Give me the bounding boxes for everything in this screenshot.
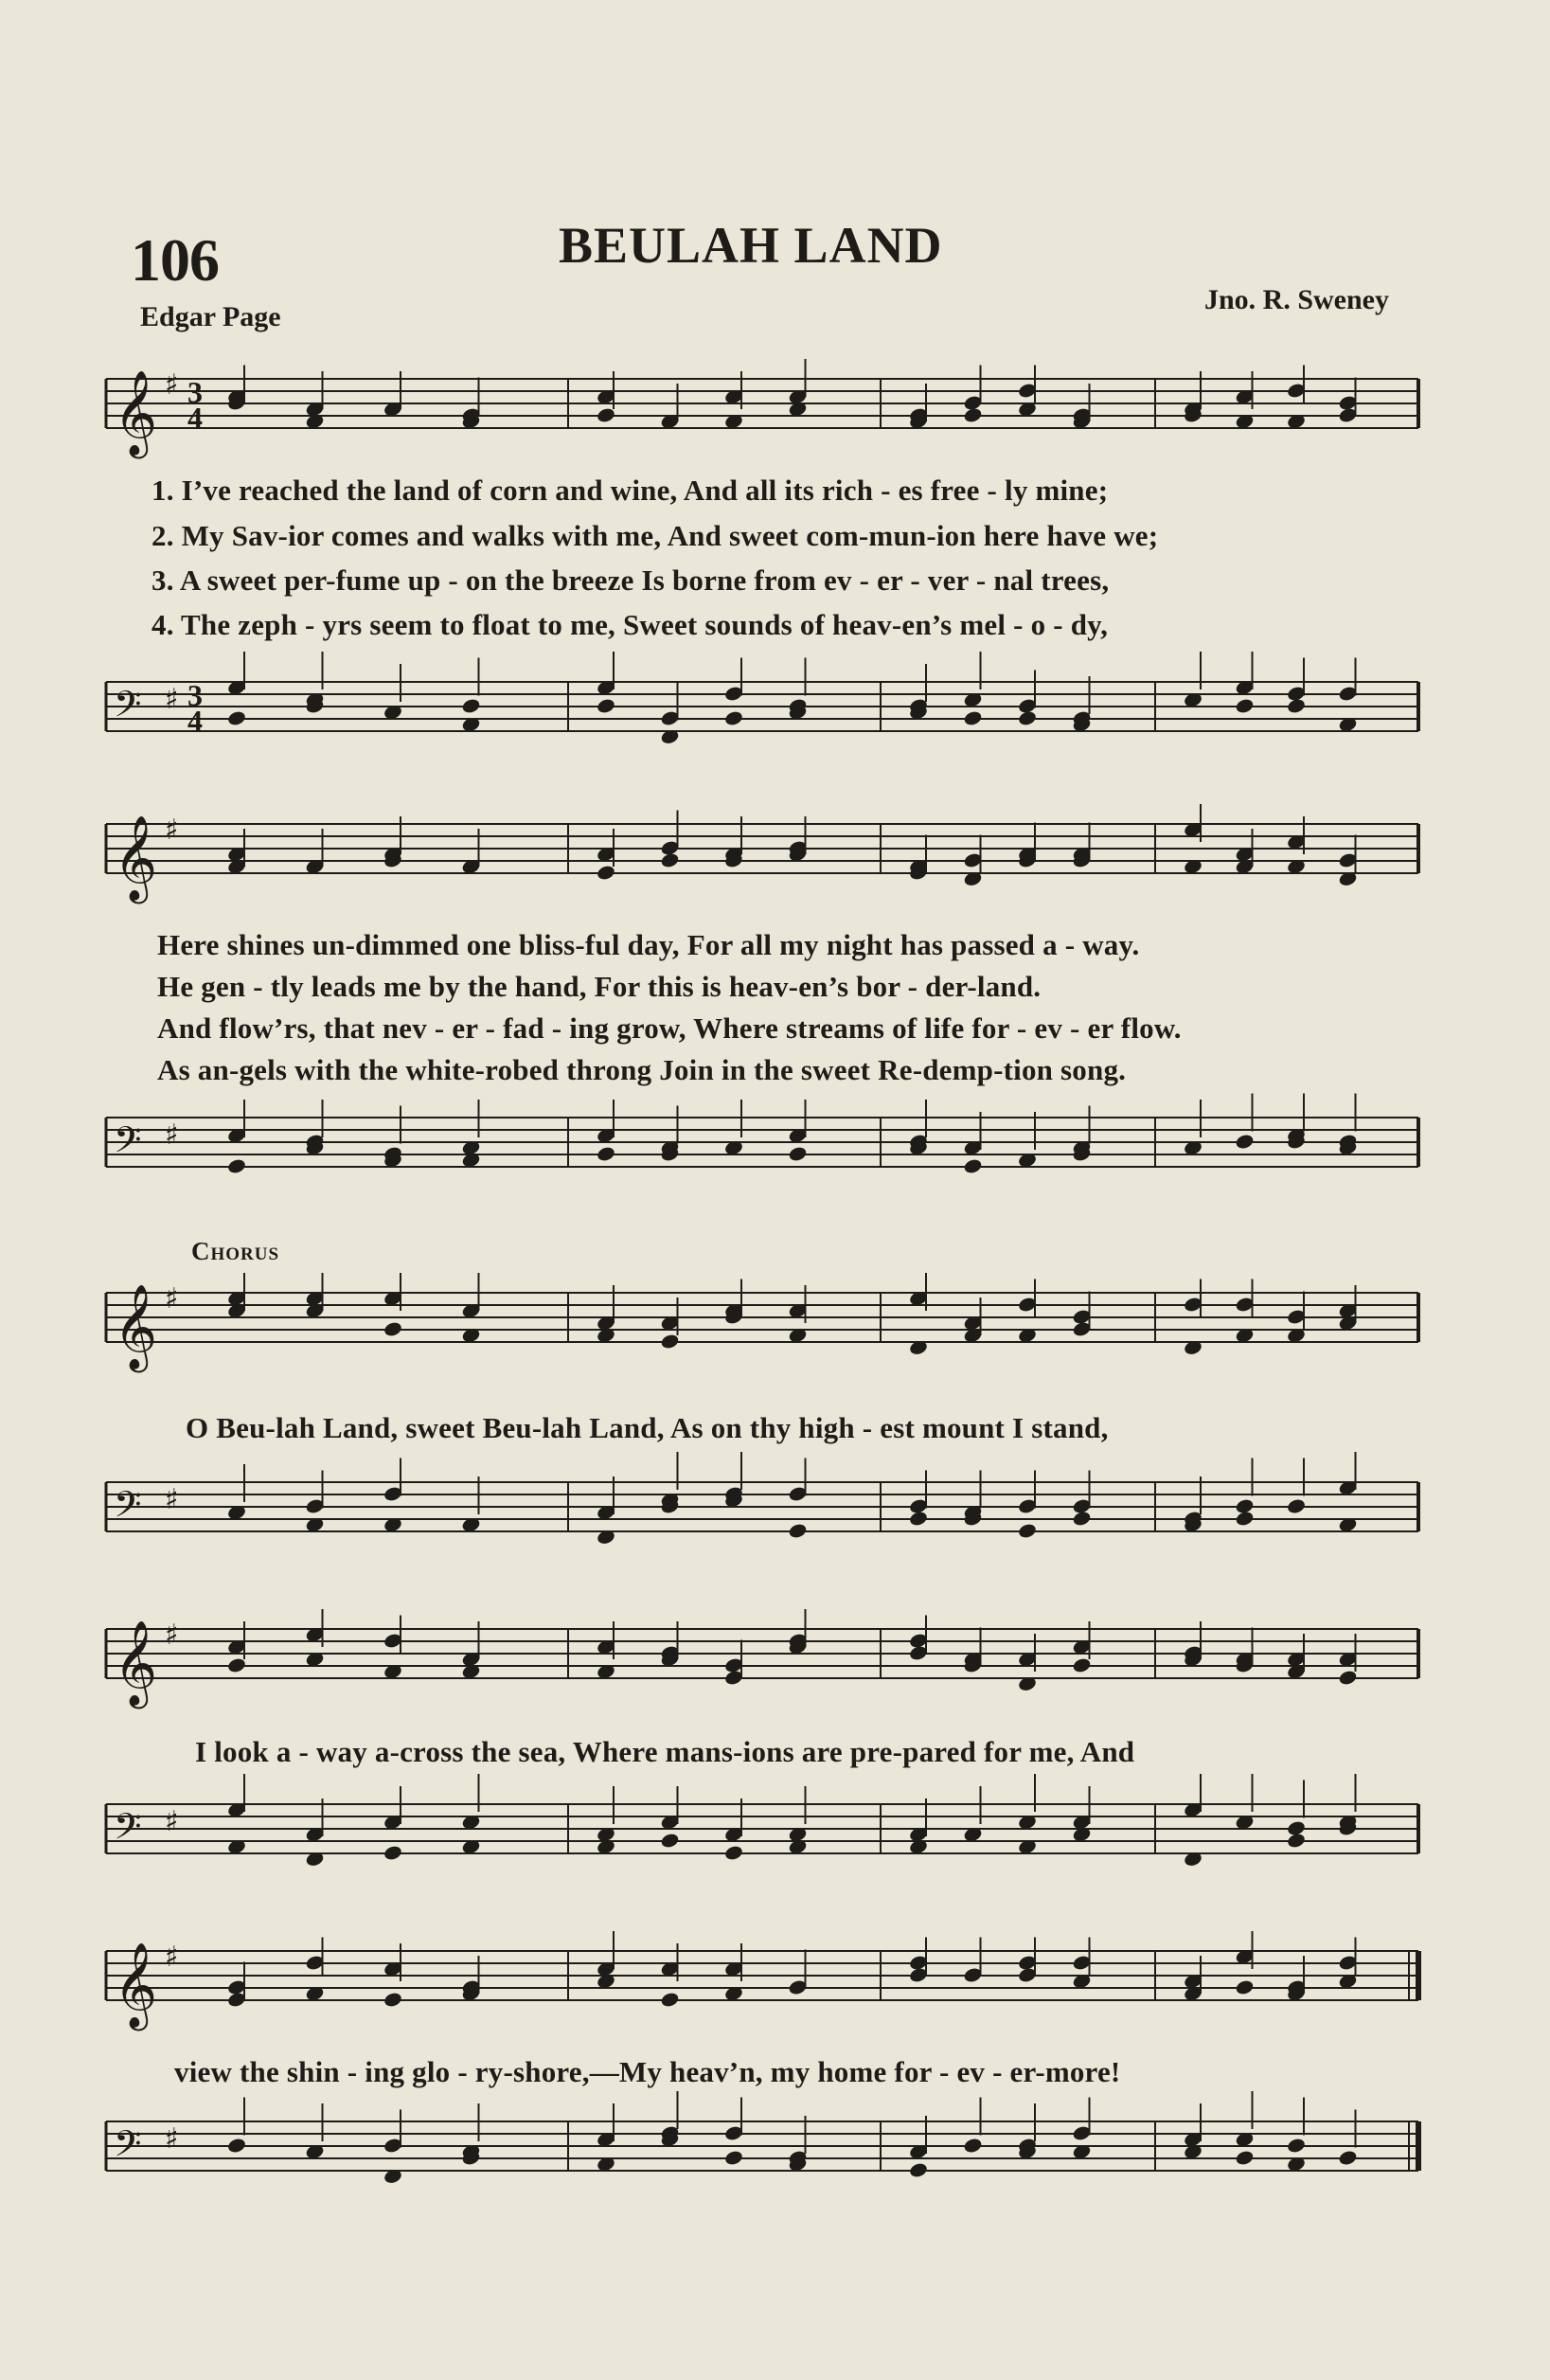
- treble-clef-icon: 𝄞: [114, 815, 158, 901]
- key-signature-sharp-icon: ♯: [165, 1483, 179, 1516]
- note-head-icon: [383, 1991, 402, 2008]
- note-head-icon: [461, 697, 481, 714]
- bass-clef-icon: 𝄢: [114, 1805, 142, 1856]
- key-signature-sharp-icon: ♯: [165, 683, 179, 716]
- note-head-icon: [1286, 2137, 1306, 2154]
- verse-1-line-2: Here shines un-dimmed one bliss-ful day, For all my night has passed a - way.: [157, 928, 1140, 961]
- note-head-icon: [660, 1333, 680, 1350]
- note-head-icon: [226, 709, 246, 726]
- note-head-icon: [788, 1145, 808, 1162]
- system-4-bass-staff: [0, 1776, 1550, 1899]
- note-head-icon: [723, 1844, 743, 1861]
- note-head-icon: [660, 1991, 680, 2008]
- chorus-line-2: I look a - way a-cross the sea, Where mans-ions are pre-pared for me, And: [195, 1735, 1135, 1768]
- note-head-icon: [1235, 1497, 1255, 1514]
- note-head-icon: [596, 864, 615, 881]
- note-head-icon: [1286, 1497, 1306, 1514]
- note-head-icon: [1235, 1978, 1255, 1995]
- bass-clef-icon: 𝄢: [114, 1118, 142, 1170]
- note-head-icon: [963, 1157, 983, 1174]
- system-3-bass-staff: [0, 1454, 1550, 1577]
- note-head-icon: [723, 709, 743, 726]
- treble-clef-icon: 𝄞: [114, 370, 158, 456]
- note-head-icon: [226, 1157, 246, 1174]
- note-head-icon: [1235, 2149, 1255, 2166]
- note-head-icon: [1338, 2149, 1358, 2166]
- verse-1-line-1: 1. I’ve reached the land of corn and wine, And all its rich - es free - ly mine;: [151, 474, 1109, 507]
- verse-2-line-2: He gen - tly leads me by the hand, For this is heav-en’s bor - der-land.: [157, 970, 1042, 1003]
- system-4-treble-staff: [0, 1601, 1550, 1724]
- note-head-icon: [226, 1656, 246, 1673]
- time-signature-bottom-icon: 4: [187, 704, 203, 738]
- key-signature-sharp-icon: ♯: [165, 368, 179, 402]
- note-head-icon: [1017, 709, 1037, 726]
- words-credit: Edgar Page: [140, 301, 281, 332]
- note-head-icon: [596, 1145, 615, 1162]
- key-signature-sharp-icon: ♯: [165, 1941, 179, 1974]
- note-head-icon: [908, 2161, 928, 2178]
- verse-3-line-2: And flow’rs, that nev - er - fad - ing grow, Where streams of life for - ev - er flow.: [157, 1011, 1182, 1045]
- chorus-line-1: O Beu-lah Land, sweet Beu-lah Land, As on thy high - est mount I stand,: [186, 1411, 1109, 1444]
- system-3-treble-staff: [0, 1264, 1550, 1387]
- note-head-icon: [963, 2137, 983, 2154]
- music-credit: Jno. R. Sweney: [1203, 284, 1389, 315]
- hymn-number: 106: [131, 226, 219, 294]
- key-signature-sharp-icon: ♯: [165, 814, 179, 847]
- bass-clef-icon: 𝄢: [114, 683, 142, 734]
- key-signature-sharp-icon: ♯: [165, 1282, 179, 1315]
- note-head-icon: [596, 697, 615, 714]
- time-signature-top-icon: 3: [187, 678, 203, 712]
- note-head-icon: [1235, 697, 1255, 714]
- key-signature-sharp-icon: ♯: [165, 1619, 179, 1652]
- verse-2-line-1: 2. My Sav-ior comes and walks with me, And sweet com-mun-ion here have we;: [151, 519, 1159, 552]
- verse-3-line-1: 3. A sweet per-fume up - on the breeze Is borne from ev - er - ver - nal trees,: [151, 564, 1110, 597]
- verse-4-line-2: As an-gels with the white-robed throng Join in the sweet Re-demp-tion song.: [157, 1053, 1127, 1086]
- note-head-icon: [788, 1522, 808, 1539]
- system-1-bass-staff: [0, 653, 1550, 777]
- chorus-line-3: view the shin - ing glo - ry-shore,—My heav’n, my home for - ev - er-more!: [174, 2055, 1121, 2088]
- treble-clef-icon: 𝄞: [114, 1620, 158, 1706]
- note-head-icon: [383, 1320, 402, 1337]
- system-5-bass-staff: [0, 2093, 1550, 2254]
- note-head-icon: [1235, 1133, 1255, 1150]
- note-head-icon: [1286, 697, 1306, 714]
- time-signature-bottom-icon: 4: [187, 401, 203, 435]
- note-head-icon: [596, 406, 615, 423]
- key-signature-sharp-icon: ♯: [165, 1118, 179, 1152]
- note-head-icon: [723, 2149, 743, 2166]
- note-head-icon: [1017, 1522, 1037, 1539]
- note-head-icon: [1286, 1819, 1306, 1836]
- treble-clef-icon: 𝄞: [114, 1284, 158, 1369]
- note-head-icon: [1072, 1656, 1092, 1673]
- system-2-bass-staff: [0, 1089, 1550, 1231]
- note-head-icon: [1072, 1510, 1092, 1527]
- note-head-icon: [963, 709, 983, 726]
- note-head-icon: [1338, 1669, 1358, 1686]
- chorus-label: Chorus: [191, 1237, 280, 1265]
- system-2-treble-staff: [0, 796, 1550, 919]
- verse-4-line-1: 4. The zeph - yrs seem to float to me, Sweet sounds of heav-en’s mel - o - dy,: [151, 608, 1109, 641]
- note-head-icon: [383, 1844, 402, 1861]
- time-signature-top-icon: 3: [187, 375, 203, 409]
- key-signature-sharp-icon: ♯: [165, 2122, 179, 2156]
- hymn-title: BEULAH LAND: [559, 217, 943, 274]
- bass-clef-icon: 𝄢: [114, 2122, 142, 2174]
- system-1-treble-staff: [0, 350, 1550, 474]
- note-head-icon: [226, 2137, 246, 2154]
- treble-clef-icon: 𝄞: [114, 1942, 158, 2028]
- bass-clef-icon: 𝄢: [114, 1483, 142, 1534]
- key-signature-sharp-icon: ♯: [165, 1805, 179, 1838]
- system-5-treble-staff: [0, 1923, 1550, 2046]
- note-head-icon: [908, 1510, 928, 1527]
- note-head-icon: [660, 1832, 680, 1849]
